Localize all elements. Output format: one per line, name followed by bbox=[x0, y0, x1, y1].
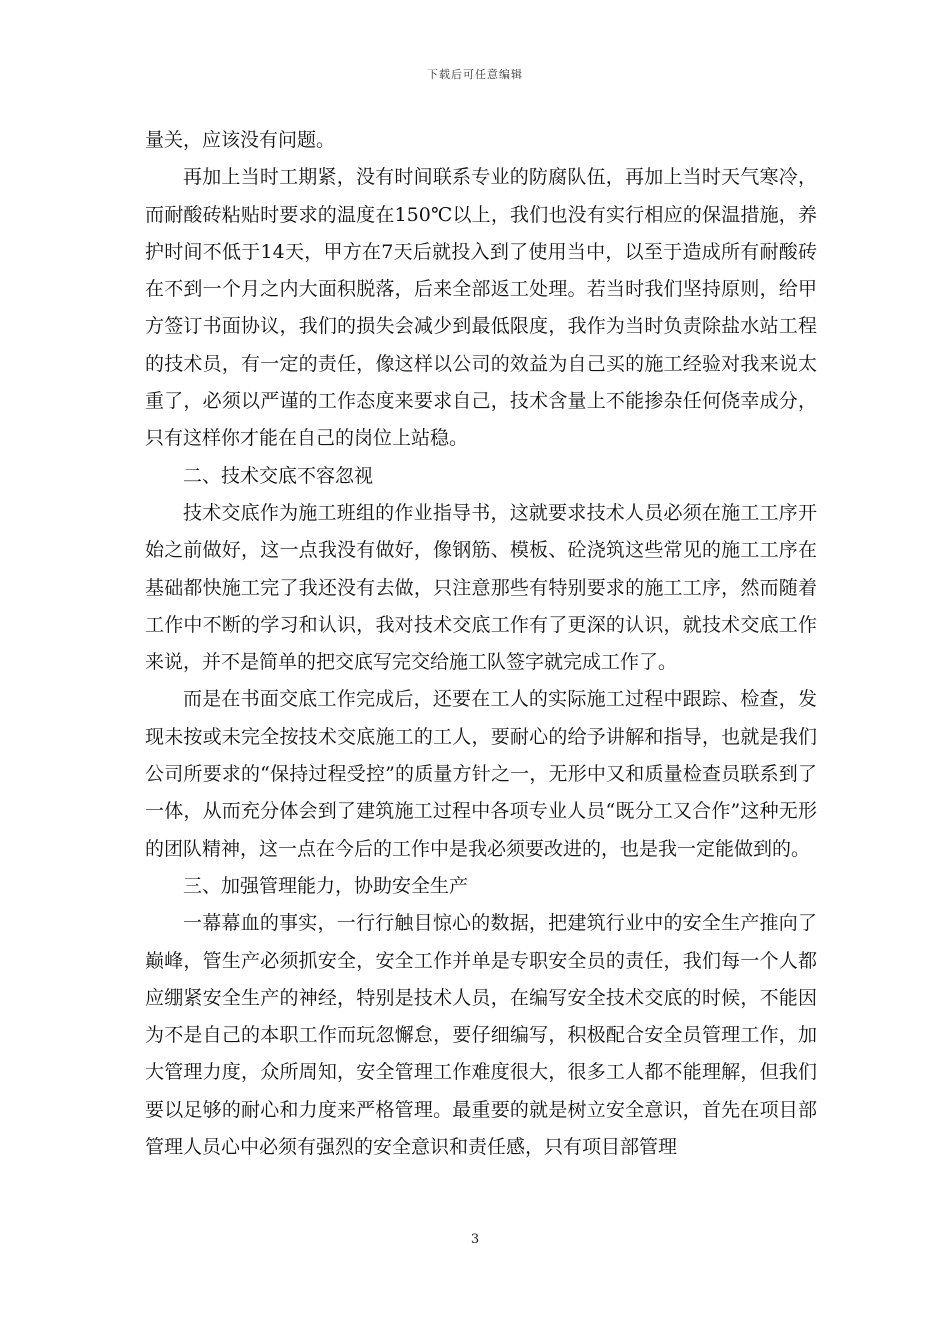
paragraph-safety: 一幕幕血的事实，一行行触目惊心的数据，把建筑行业中的安全生产推向了巅峰，管生产必须抓安全，安全工作并单是专职安全员的责任，我们每一个人都应绷紧安全生产的神经，特别是技术人员，在编写安全技术交底的时候，不能因为不是自己的本职工作而玩忽懈怠，要仔细编写，积极配合安全员管理工作，加大管理力度，众所周知，安全管理工作难度很大，很多工人都不能理解，但我们要以足够的耐心和力度来严格管理。最重要的就是树立安全意识，首先在项目部管理人员心中必须有强烈的安全意识和责任感，只有项目部管理 bbox=[145, 912, 817, 1159]
paragraph-technical-briefing: 技术交底作为施工班组的作业指导书，这就要求技术人员必须在施工工序开始之前做好，这一点我没有做好，像钢筋、模板、砼浇筑这些常见的施工工序在基础都快施工完了我还没有去做，只注意那些有特别要求的施工工序，然而随着工作中不断的学习和认识，我对技术交底工作有了更深的认识，就技术交底工作来说，并不是简单的把交底写完交给施工队签字就完成工作了。 bbox=[145, 501, 817, 674]
section-heading-3: 三、加强管理能力，协助安全生产 bbox=[183, 874, 469, 897]
document-body bbox=[145, 122, 817, 1166]
page-header: 下载后可任意编辑 bbox=[427, 68, 523, 81]
paragraph-anticorrosion: 再加上当时工期紧，没有时间联系专业的防腐队伍，再加上当时天气寒冷，而耐酸砖粘贴时要求的温度在150℃以上，我们也没有实行相应的保温措施，养护时间不低于14天，甲方在7天后就投入到了使用当中，以至于造成所有耐酸砖在不到一个月之内大面积脱落，后来全部返工处理。若当时我们坚持原则，给甲方签订书面协议，我们的损失会减少到最低限度，我作为当时负责除盐水站工程的技术员，有一定的责任，像这样以公司的效益为自己买的施工经验对我来说太重了，必须以严谨的工作态度来要求自己，技术含量上不能掺杂任何侥幸成分，只有这样你才能在自己的岗位上站稳。 bbox=[145, 166, 817, 450]
page-number: 3 bbox=[470, 1232, 480, 1247]
section-heading-2: 二、技术交底不容忽视 bbox=[183, 464, 374, 487]
paragraph-followup: 而是在书面交底工作完成后，还要在工人的实际施工过程中跟踪、检查，发现未按或未完全按技术交底施工的工人，要耐心的给予讲解和指导，也就是我们公司所要求的“保持过程受控”的质量方针之一，无形中又和质量检查员联系到了一体，从而充分体会到了建筑施工过程中各项专业人员“既分工又合作”这种无形的团队精神，这一点在今后的工作中是我必须要改进的，也是我一定能做到的。 bbox=[145, 688, 817, 860]
paragraph-continuation: 量关，应该没有问题。 bbox=[145, 129, 336, 151]
